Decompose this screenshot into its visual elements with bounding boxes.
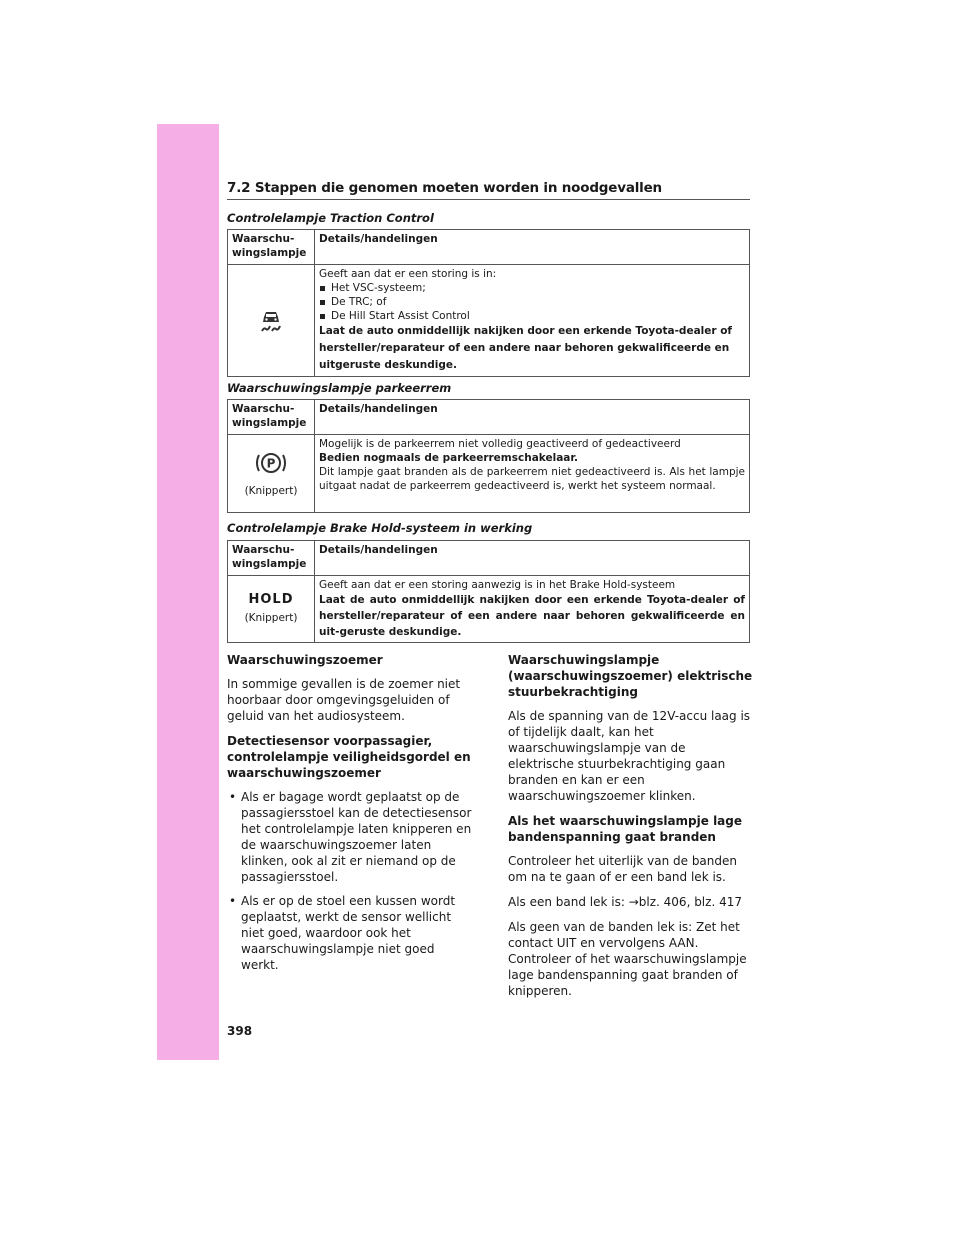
heading-eps: Waarschuwingslampje (waarschuwingszoemer) elektrische stuurbekrachtiging (508, 653, 753, 699)
blink-note: (Knippert) (244, 484, 298, 497)
details-cell (315, 576, 750, 643)
col-header-lamp: Waarschu- wingslampje (228, 541, 315, 576)
blink-note: (Knippert) (244, 612, 298, 624)
hold-icon: HOLD (248, 592, 294, 607)
paragraph: In sommige gevallen is de zoemer niet hoorbaar door omgevingsgeluiden of geluid van het audiosysteem. (227, 677, 461, 723)
brake-hold-table (227, 540, 750, 643)
col-header-details: Details/handelingen (315, 541, 750, 576)
paragraph: Controleer het uiterlijk van de banden om na te gaan of er een band lek is. (508, 854, 737, 884)
list-item: • Als er op de stoel een kussen wordt geplaatst, werkt de sensor wellicht niet goed, waardoor ook het waarschuwingslampje niet goed werkt. (229, 894, 456, 972)
svg-text:P: P (266, 456, 276, 470)
page-number: 398 (227, 1024, 253, 1038)
slip-indicator-icon (257, 305, 285, 333)
paragraph: Als de spanning van de 12V-accu laag is of tijdelijk daalt, kan het waarschuwingslampje van de elektrische stuurbekrachtiging gaan branden en kan er een waarschuwingszoemer klinken. (508, 709, 751, 803)
details-action: Laat de auto onmiddellijk nakijken door een erkende Toyota-dealer of hersteller/reparateur of een andere naar behoren gekwalificeerde en uit-geruste deskundige. (319, 594, 745, 638)
col-header-details: Details/handelingen (315, 230, 750, 265)
list-item: De TRC; of (319, 295, 745, 309)
paragraph: Als geen van de banden lek is: Zet het contact UIT en vervolgens AAN. Controleer of het waarschuwingslampje lage bandenspanning gaat branden of knipperen. (508, 920, 747, 998)
list-item: De Hill Start Assist Control (319, 309, 745, 323)
details-action: Bedien nogmaals de parkeerremschakelaar. (319, 452, 579, 464)
fault-list (319, 281, 745, 323)
parking-brake-icon (254, 450, 288, 476)
side-tab-strip (157, 124, 219, 1060)
details-action: Laat de auto onmiddellijk nakijken door een erkende Toyota-dealer of hersteller/reparateur of een andere naar behoren gekwalificeerde en uitgeruste deskundige. (319, 325, 732, 371)
col-header-lamp: Waarschu- wingslampje (228, 230, 315, 265)
details-cell (315, 435, 750, 513)
details-intro: Geeft aan dat er een storing is in: (319, 268, 497, 280)
table-title-brake-hold: Controlelampje Brake Hold-systeem in werking (227, 521, 533, 535)
list-item: • Als er bagage wordt geplaatst op de passagiersstoel kan de detectiesensor het controlelampje laten knipperen en de waarschuwingszoemer laten klinken, ook al zit er niemand op de passagiersstoel. (229, 790, 472, 884)
page-reference: Als een band lek is: →blz. 406, blz. 417 (508, 895, 742, 909)
lamp-cell (228, 265, 315, 377)
list-item: Het VSC-systeem; (319, 281, 745, 295)
sensor-notes-list (227, 789, 472, 973)
parking-brake-table (227, 399, 750, 513)
table-title-parking-brake: Waarschuwingslampje parkeerrem (227, 381, 452, 395)
left-column (227, 652, 472, 982)
details-text: Dit lampje gaat branden als de parkeerrem niet gedeactiveerd is. Als het lampje uitgaat nadat de parkeerrem gedeactiveerd is, werkt het systeem normaal. (319, 466, 745, 492)
lamp-cell (228, 435, 315, 513)
heading-tire-pressure: Als het waarschuwingslampje lage bandenspanning gaat branden (508, 814, 743, 844)
heading-passenger-sensor: Detectiesensor voorpassagier, controlelampje veiligheidsgordel en waarschuwingszoemer (227, 734, 471, 780)
details-intro: Mogelijk is de parkeerrem niet volledig geactiveerd of gedeactiveerd (319, 438, 681, 450)
lamp-cell (228, 576, 315, 643)
table-title-traction: Controlelampje Traction Control (227, 211, 434, 225)
traction-control-table (227, 229, 750, 377)
heading-buzzer: Waarschuwingszoemer (227, 653, 383, 667)
details-cell (315, 265, 750, 377)
right-column (508, 652, 753, 1008)
col-header-details: Details/handelingen (315, 400, 750, 435)
details-intro: Geeft aan dat er een storing aanwezig is in het Brake Hold-systeem (319, 579, 676, 591)
section-header: 7.2 Stappen die genomen moeten worden in noodgevallen (227, 180, 750, 200)
col-header-lamp: Waarschu- wingslampje (228, 400, 315, 435)
